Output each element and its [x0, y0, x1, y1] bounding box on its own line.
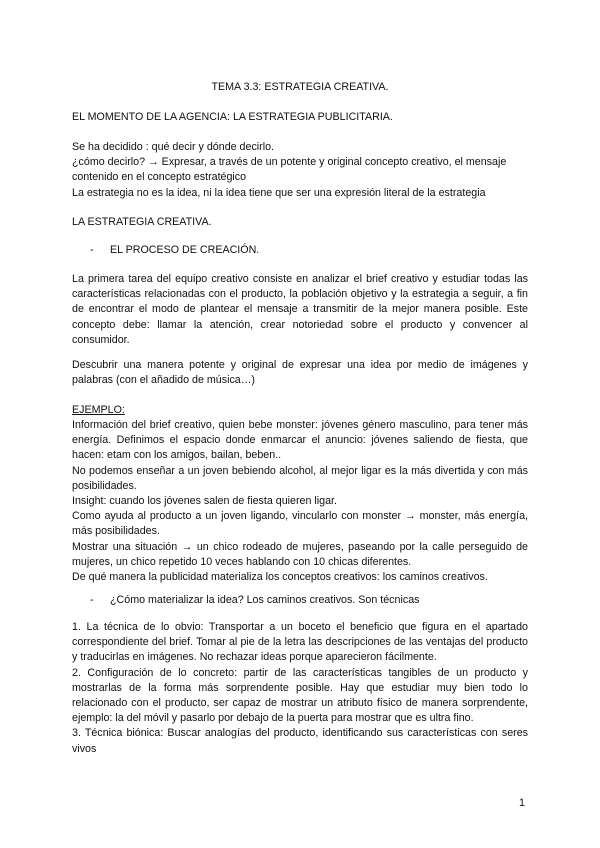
bullet-dash: -	[90, 244, 94, 256]
intro-line: La estrategia no es la idea, ni la idea tiene que ser una expresión literal de la estrategia	[72, 186, 486, 199]
section-heading-agency: EL MOMENTO DE LA AGENCIA: LA ESTRATEGIA PUBLICITARIA.	[72, 111, 393, 123]
technique-item: 2. Configuración de lo concreto: partir de las características tangibles de un producto y mostrarlas de la forma más sorprendente posible. Hay que estudiar muy bien todo lo relacionado con el producto, ser capaz de mostrar un atributo físico de manera sorprendente, ejemplo: la del móvil y pasarlo por debajo de la puerta para mostrar que es ultra fino.	[72, 666, 528, 725]
bullet-text: ¿Cómo materializar la idea? Los caminos creativos. Son técnicas	[110, 594, 420, 606]
example-block	[72, 418, 528, 585]
example-line: De qué manera la publicidad materializa los conceptos creativos: los caminos creativos.	[72, 571, 488, 584]
example-heading: EJEMPLO:	[72, 404, 125, 416]
page-number: 1	[519, 797, 525, 809]
techniques-block	[72, 620, 528, 757]
example-line: No podemos enseñar a un joven bebiendo alcohol, al mejor ligar es la más divertida y con más posibilidades.	[72, 464, 528, 492]
paragraph-discover: Descubrir una manera potente y original de expresar una idea por medio de imágenes y palabras (con el añadido de música…)	[72, 359, 528, 387]
bullet-creative-paths	[90, 593, 530, 608]
technique-item: 1. La técnica de lo obvio: Transportar a un boceto el beneficio que figura en el apartado correspondiente del brief. Tomar al pie de la letra las descripciones de las ventajas del producto y traducirlas en imágenes. No rechazar ideas porque aparecieron fácilmente.	[72, 621, 528, 664]
example-line: Como ayuda al producto a un joven ligando, vincularlo con monster → monster, más energía, más posibilidades.	[72, 510, 528, 538]
document-title: TEMA 3.3: ESTRATEGIA CREATIVA.	[211, 81, 389, 93]
section-heading-creative-strategy: LA ESTRATEGIA CREATIVA.	[72, 216, 212, 228]
paragraph-creative-task: La primera tarea del equipo creativo consiste en analizar el brief creativo y estudiar todas las características relacionadas con el producto, la población objetivo y la estrategia a seguir, a fin de encontrar el modo de plantear el mensaje a transmitir de la mejor manera posible. Este concepto debe: llamar la atención, crear notoriedad sobre el producto y convencer al consumidor.	[72, 273, 528, 346]
intro-block	[72, 140, 528, 201]
bullet-text: EL PROCESO DE CREACIÓN.	[110, 244, 260, 256]
bullet-dash: -	[90, 594, 94, 606]
intro-line: Se ha decidido : qué decir y dónde decirlo.	[72, 141, 275, 153]
bullet-creation-process	[90, 243, 530, 258]
example-line: Insight: cuando los jóvenes salen de fiesta quieren ligar.	[72, 495, 337, 508]
intro-line: ¿cómo decirlo? → Expresar, a través de un potente y original concepto creativo, el mensaje contenido en el concepto estratégico	[72, 156, 507, 184]
technique-item: 3. Técnica biónica: Buscar analogías del producto, identificando sus características con seres vivos	[72, 727, 528, 755]
example-line: Información del brief creativo, quien bebe monster: jóvenes género masculino, para tener más energía. Definimos el espacio donde enmarcar el anuncio: jóvenes saliendo de fiesta, que hacen: etam con los amigos, bailan, beben..	[72, 419, 528, 462]
example-line: Mostrar una situación → un chico rodeado de mujeres, paseando por la calle perseguido de mujeres, un chico repetido 10 veces hablando con 10 chicas diferentes.	[72, 540, 528, 568]
